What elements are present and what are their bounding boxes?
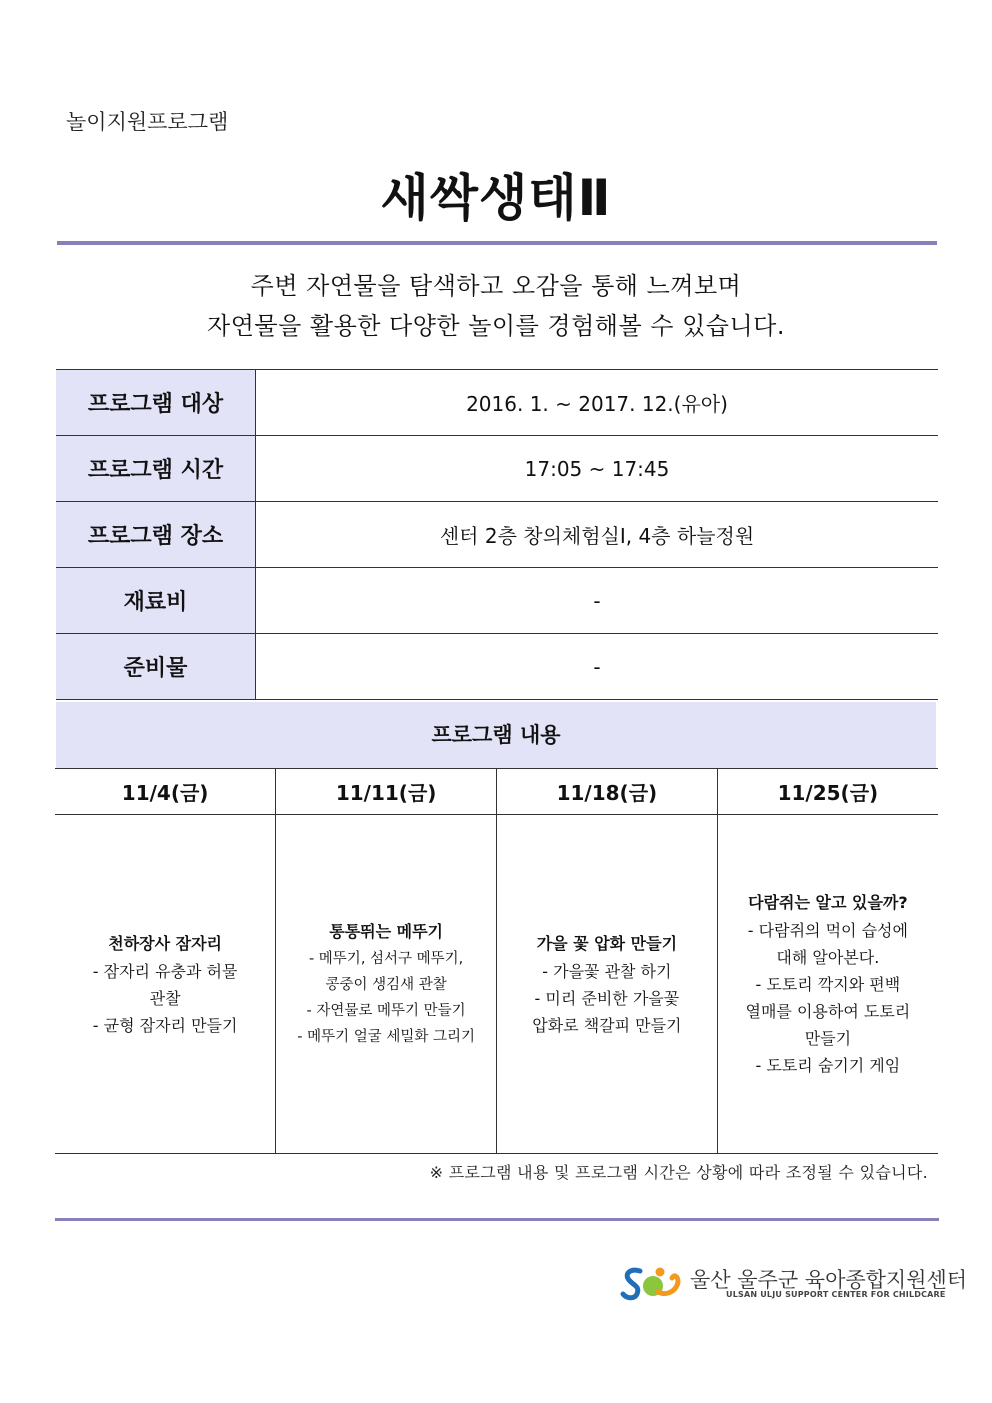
info-label: 프로그램 대상 [56,370,256,436]
info-value: - [256,634,939,700]
center-logo [620,1262,968,1307]
info-row-time [56,436,938,502]
program-content-heading: 프로그램 내용 [56,702,936,768]
program-category: 놀이지원프로그램 [66,110,229,134]
program-info-table [56,369,938,700]
session-title: 다람쥐는 알고 있을까? [748,893,908,912]
session-line: 대해 알아본다. [776,948,880,967]
session-cell [276,815,497,1154]
session-line: - 가을꽃 관찰 하기 [542,961,672,981]
session-line: 관찰 [149,988,181,1008]
session-line: - 도토리 숨기기 게임 [755,1056,901,1075]
session-line: - 메뚜기 얼굴 세밀화 그리기 [297,1029,475,1045]
session-date: 11/11(금) [276,769,497,815]
session-title: 천하장사 잠자리 [108,933,222,953]
session-line: 압화로 책갈피 만들기 [532,1015,682,1035]
info-value: - [256,568,939,634]
intro-text [0,266,992,346]
session-line: - 미리 준비한 가을꽃 [534,988,680,1008]
session-line: - 메뚜기, 섬서구 메뚜기, [308,951,464,967]
session-line: 만들기 [804,1029,852,1048]
center-name-en: ULSAN ULJU SUPPORT CENTER FOR CHILDCARE [726,1290,946,1299]
session-line: - 다람쥐의 먹이 습성에 [747,921,908,940]
info-value: 2016. 1. ~ 2017. 12.(유아) [256,370,939,436]
info-value: 센터 2층 창의체험실Ⅰ, 4층 하늘정원 [256,502,939,568]
session-line: - 도토리 깍지와 편백 [755,975,901,994]
info-row-fee [56,568,938,634]
session-title: 가을 꽃 압화 만들기 [536,933,678,953]
session-date: 11/18(금) [497,769,718,815]
intro-line-2: 자연물을 활용한 다양한 놀이를 경험해볼 수 있습니다. [207,312,785,340]
schedule-content-row [55,815,938,1154]
info-label: 프로그램 시간 [56,436,256,502]
info-value: 17:05 ~ 17:45 [256,436,939,502]
session-line: - 잠자리 유충과 허물 [92,961,238,981]
session-cell [717,815,938,1154]
session-cell [497,815,718,1154]
adjustment-note: ※ 프로그램 내용 및 프로그램 시간은 상황에 따라 조정될 수 있습니다. [429,1163,928,1182]
info-label: 프로그램 장소 [56,502,256,568]
info-row-supplies [56,634,938,700]
session-title: 통통뛰는 메뚜기 [329,922,443,941]
bottom-divider [55,1218,939,1221]
top-divider [57,241,937,245]
session-cell [55,815,276,1154]
info-row-place [56,502,938,568]
schedule-date-row [55,769,938,815]
session-line: 콩중이 생김새 관찰 [325,977,447,993]
center-name: 울산 울주군 육아종합지원센터 [690,1268,968,1292]
center-logo-mark-icon [620,1262,682,1304]
info-row-target [56,370,938,436]
info-label: 준비물 [56,634,256,700]
session-line: 열매를 이용하여 도토리 [745,1002,911,1021]
page-title: 새싹생태Ⅱ [380,169,612,227]
session-line: - 균형 잠자리 만들기 [92,1015,238,1035]
info-label: 재료비 [56,568,256,634]
schedule-table [55,768,938,1154]
session-date: 11/4(금) [55,769,276,815]
session-line: - 자연물로 메뚜기 만들기 [306,1003,466,1019]
session-date: 11/25(금) [717,769,938,815]
intro-line-1: 주변 자연물을 탐색하고 오감을 통해 느껴보며 [250,272,742,300]
